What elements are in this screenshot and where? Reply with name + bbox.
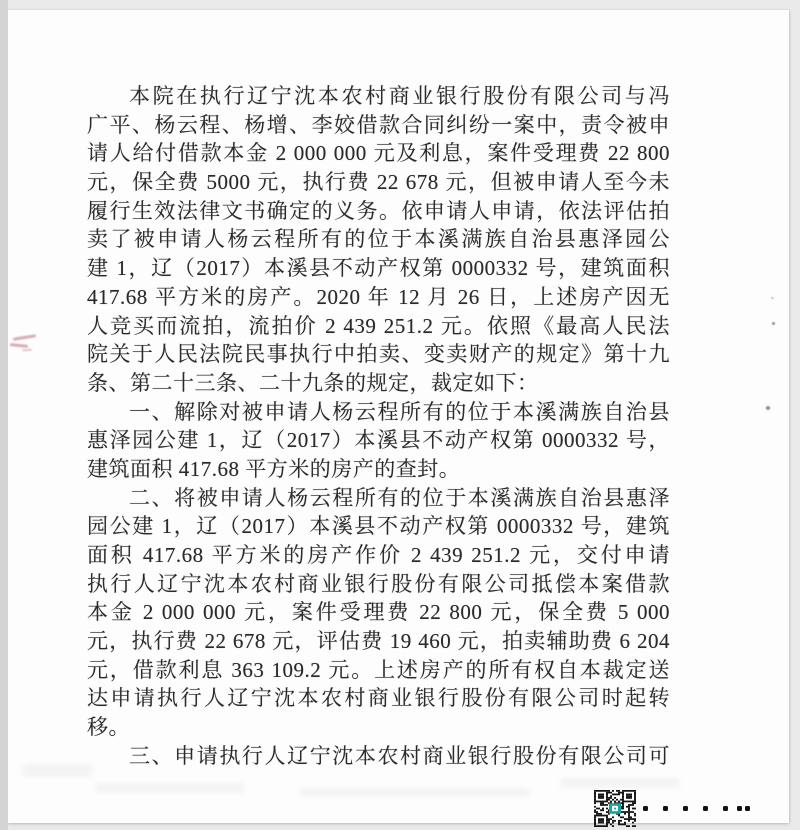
leader-dot: [703, 806, 708, 811]
leader-dot: [663, 806, 668, 811]
text-line: 惠泽园公建 1，辽（2017）本溪县不动产权第 0000332 号，: [87, 428, 670, 453]
text-line: 请人给付借款本金 2 000 000 元及利息，案件受理费 22 800: [87, 141, 670, 166]
scan-edge: [0, 0, 8, 830]
text-line: 面积 417.68 平方米的房产作价 2 439 251.2 元，交付申请: [87, 543, 670, 567]
leader-dot: [643, 806, 648, 811]
text-line: 履行生效法律文书确定的义务。依申请人申请，依法评估拍: [87, 198, 670, 223]
dotted-leader: [643, 805, 750, 811]
scan-smudge: [300, 788, 530, 797]
text-line: 广平、杨云程、杨增、李姣借款合同纠纷一案中，责令被申: [87, 112, 670, 137]
text-line: 三、申请执行人辽宁沈本农村商业银行股份有限公司可: [129, 743, 670, 768]
text-line: 建筑面积 417.68 平方米的房产的查封。: [87, 456, 461, 481]
qr-code-icon: [594, 790, 636, 827]
text-line: 元，借款利息 363 109.2 元。上述房产的所有权自本裁定送: [87, 657, 670, 682]
text-line: 417.68 平方米的房产。2020 年 12 月 26 日，上述房产因无: [87, 284, 670, 309]
text-line: 园公建 1，辽（2017）本溪县不动产权第 0000332 号，建筑: [87, 514, 670, 539]
scan-speck: [766, 406, 770, 410]
text-line: 人竞买而流拍，流拍价 2 439 251.2 元。依照《最高人民法: [87, 313, 670, 338]
scan-smudge: [95, 783, 245, 793]
text-line: 卖了被申请人杨云程所有的位于本溪满族自治县惠泽园公: [87, 227, 670, 252]
text-line: 移。: [87, 715, 130, 740]
text-line: 元，保全费 5000 元，执行费 22 678 元，但被申请人至今未: [87, 170, 670, 195]
leader-dot: [737, 806, 742, 811]
leader-dot: [683, 806, 688, 811]
text-line: 二、将被申请人杨云程所有的位于本溪满族自治县惠泽: [129, 485, 670, 510]
leader-dot: [745, 806, 750, 811]
scan-speck: [772, 322, 775, 325]
text-line: 元，执行费 22 678 元，评估费 19 460 元，拍卖辅助费 6 204: [87, 629, 670, 654]
scan-speck: [771, 297, 774, 299]
text-line: 建 1，辽（2017）本溪县不动产权第 0000332 号，建筑面积: [87, 256, 670, 281]
text-line: 条、第二十三条、二十九条的规定，裁定如下：: [87, 370, 539, 395]
text-line: 达申请执行人辽宁沈本农村商业银行股份有限公司时起转: [87, 686, 670, 711]
scan-smudge: [560, 778, 680, 788]
leader-dot: [723, 806, 728, 811]
text-line: 本院在执行辽宁沈本农村商业银行股份有限公司与冯: [129, 84, 670, 108]
document-body: [87, 82, 670, 771]
text-line: 院关于人民法院民事执行中拍卖、变卖财产的规定》第十九: [87, 342, 670, 367]
text-line: 一、解除对被申请人杨云程所有的位于本溪满族自治县: [129, 399, 670, 424]
text-line: 执行人辽宁沈本农村商业银行股份有限公司抵偿本案借款: [87, 571, 670, 596]
scan-smudge: [22, 764, 92, 777]
text-line: 本金 2 000 000 元，案件受理费 22 800 元，保全费 5 000: [87, 600, 670, 625]
